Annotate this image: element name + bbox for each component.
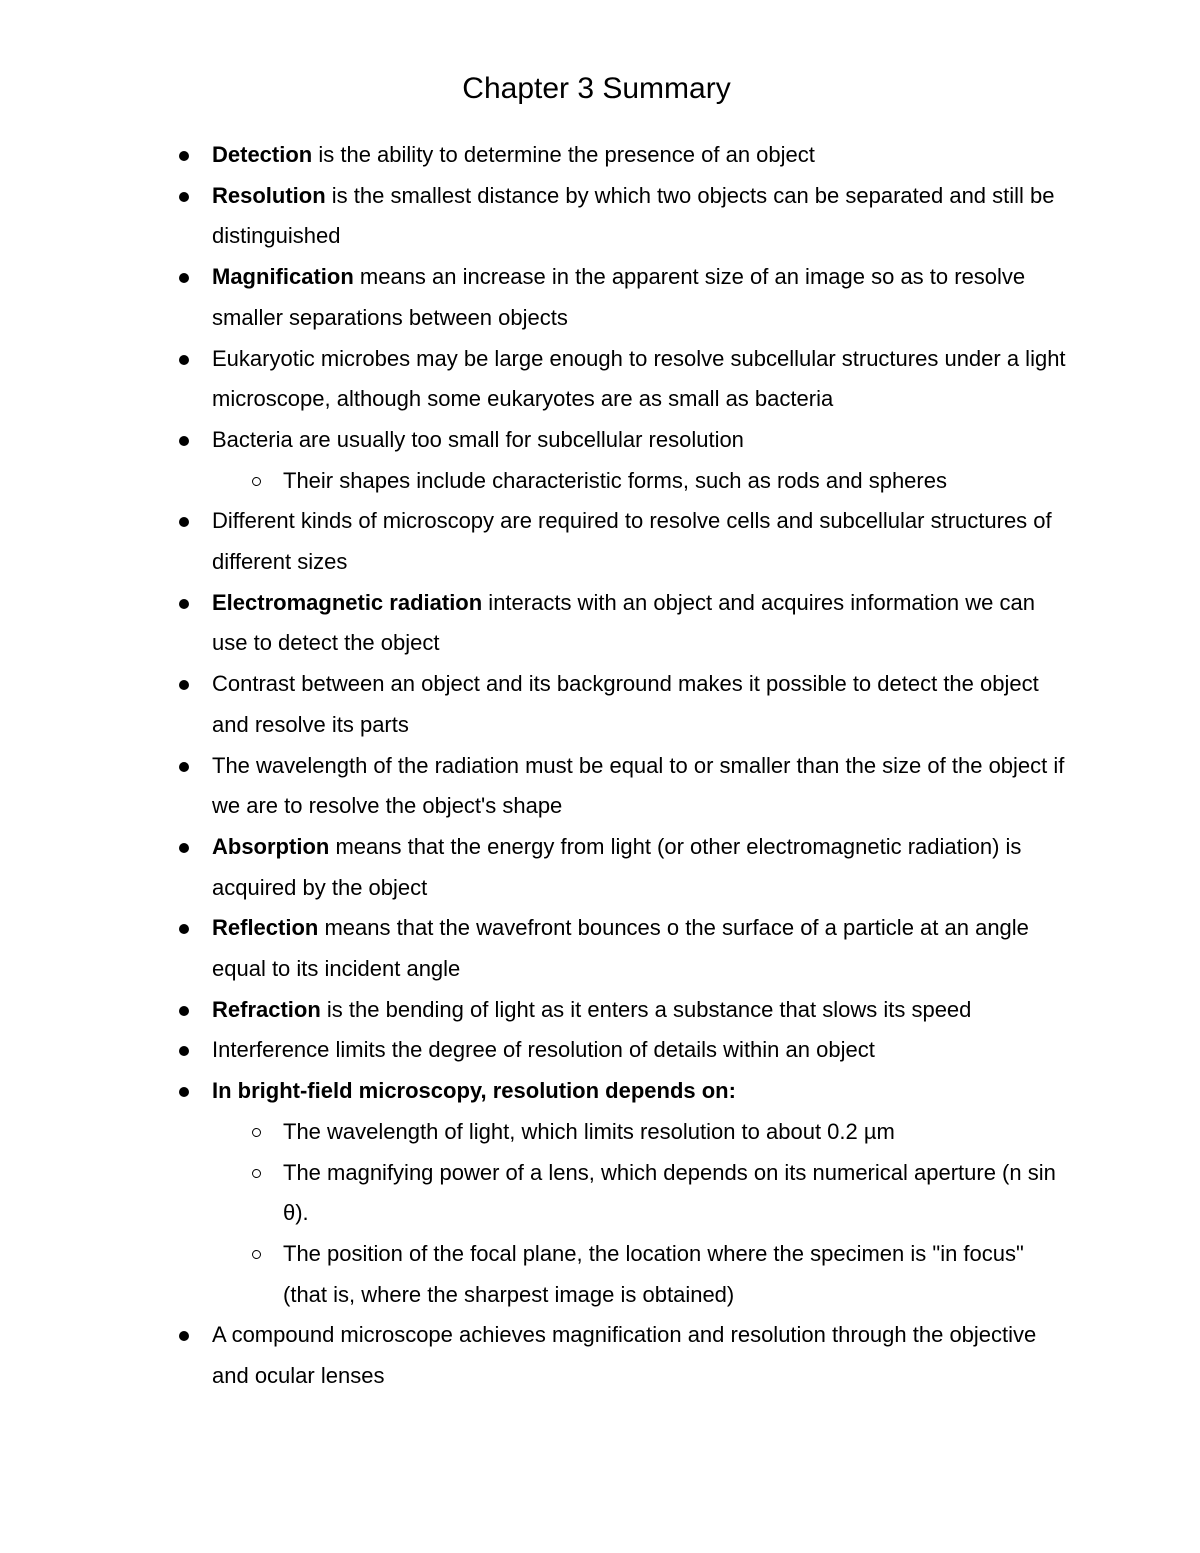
bullet-icon	[179, 151, 189, 161]
bullet-icon	[179, 1006, 189, 1016]
bullet-icon	[179, 517, 189, 527]
item-text: The wavelength of light, which limits resolution to about 0.2 µm	[283, 1118, 895, 1144]
list-item	[212, 990, 1072, 1031]
list-item	[212, 176, 1072, 257]
page-title: Chapter 3 Summary	[462, 72, 731, 105]
item-text: is the smallest distance by which two objects can be separated and still be distinguished	[212, 182, 1055, 249]
list-item	[212, 746, 1072, 827]
list-item	[212, 827, 1072, 908]
sub-list-item	[283, 1153, 1072, 1234]
term-label: Absorption	[212, 833, 330, 859]
item-text: Different kinds of microscopy are required to resolve cells and subcellular structures of different sizes	[212, 508, 1052, 575]
list-item	[212, 1315, 1072, 1396]
item-text: The position of the focal plane, the location where the specimen is "in focus" (that is, where the sharpest image is obtained)	[283, 1240, 1024, 1307]
list-item	[212, 135, 1072, 176]
hollow-bullet-icon	[252, 477, 261, 486]
bullet-icon	[179, 436, 189, 446]
term-label: Refraction	[212, 996, 321, 1022]
bullet-icon	[179, 1331, 189, 1341]
list-item	[212, 908, 1072, 989]
bullet-icon	[179, 1046, 189, 1056]
item-text: means an increase in the apparent size of an image so as to resolve smaller separations between objects	[212, 264, 1026, 330]
bullet-icon	[179, 843, 189, 853]
list-item	[212, 420, 1072, 461]
term-label: In bright-field microscopy, resolution depends on:	[212, 1078, 736, 1104]
term-label: Magnification	[212, 264, 354, 290]
hollow-bullet-icon	[252, 1169, 261, 1178]
item-text: interacts with an object and acquires information we can use to detect the object	[212, 589, 1035, 656]
list-item	[212, 257, 1072, 338]
list-item	[212, 583, 1072, 664]
item-text: is the ability to determine the presence of an object	[312, 142, 815, 167]
summary-list	[212, 135, 1072, 1397]
list-item	[212, 339, 1072, 420]
sub-list-item	[283, 461, 1072, 502]
bullet-icon	[179, 355, 189, 365]
list-item	[212, 501, 1072, 582]
bullet-icon	[179, 599, 189, 609]
item-text: is the bending of light as it enters a substance that slows its speed	[320, 996, 972, 1022]
item-text: Eukaryotic microbes may be large enough to resolve subcellular structures under a light microscope, although some eukaryotes are as small as bacteria	[212, 345, 1066, 412]
item-text: A compound microscope achieves magnification and resolution through the objective and ocular lenses	[212, 1322, 1037, 1389]
term-label: Reflection	[212, 915, 319, 941]
item-text: The magnifying power of a lens, which depends on its numerical aperture (n sin θ).	[283, 1159, 1056, 1226]
term-label: Electromagnetic radiation	[212, 589, 483, 615]
list-item	[212, 1030, 1072, 1071]
item-text: Contrast between an object and its background makes it possible to detect the object and resolve its parts	[212, 671, 1039, 737]
bullet-icon	[179, 1087, 189, 1097]
hollow-bullet-icon	[252, 1128, 261, 1137]
bullet-icon	[179, 192, 189, 202]
list-item	[212, 664, 1072, 745]
sub-list-item	[283, 1234, 1072, 1315]
item-text: means that the energy from light (or other electromagnetic radiation) is acquired by the object	[212, 833, 1022, 900]
term-label: Resolution	[212, 182, 326, 208]
sub-list-item	[283, 1112, 1072, 1153]
list-item	[212, 1071, 1072, 1112]
item-text: Bacteria are usually too small for subcellular resolution	[212, 426, 744, 452]
term-label: Detection	[212, 142, 313, 167]
bullet-icon	[179, 680, 189, 690]
item-text: means that the wavefront bounces o the surface of a particle at an angle equal to its incident angle	[212, 915, 1029, 982]
item-text: Interference limits the degree of resolution of details within an object	[212, 1037, 875, 1063]
hollow-bullet-icon	[252, 1250, 261, 1259]
bullet-icon	[179, 273, 189, 283]
item-text: The wavelength of the radiation must be equal to or smaller than the size of the object if we are to resolve the object's shape	[212, 752, 1065, 819]
item-text: Their shapes include characteristic forms, such as rods and spheres	[283, 467, 947, 493]
bullet-icon	[179, 762, 189, 772]
bullet-icon	[179, 924, 189, 934]
